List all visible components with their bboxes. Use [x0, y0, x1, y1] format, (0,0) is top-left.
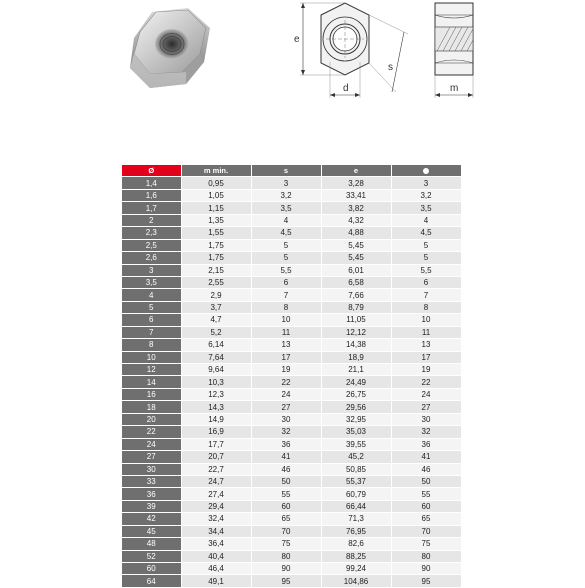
table-row — [122, 351, 461, 363]
table-cell: 7,64 — [181, 351, 251, 363]
row-diameter-cell: 64 — [122, 575, 181, 587]
row-diameter-cell: 2,5 — [122, 239, 181, 251]
table-row — [122, 550, 461, 562]
table-cell: 8 — [251, 301, 321, 313]
table-cell: 17 — [391, 351, 461, 363]
table-cell: 29,4 — [181, 500, 251, 512]
row-diameter-cell: 8 — [122, 339, 181, 351]
table-cell: 3,5 — [251, 202, 321, 214]
table-row — [122, 538, 461, 550]
table-cell: 26,75 — [321, 388, 391, 400]
table-cell: 41 — [251, 451, 321, 463]
table-cell: 12,3 — [181, 388, 251, 400]
table-cell: 80 — [391, 550, 461, 562]
table-row — [122, 563, 461, 575]
table-cell: 33,41 — [321, 189, 391, 201]
table-cell: 17,7 — [181, 438, 251, 450]
table-cell: 46,4 — [181, 563, 251, 575]
table-row — [122, 488, 461, 500]
table-cell: 88,25 — [321, 550, 391, 562]
table-cell: 24 — [391, 388, 461, 400]
table-cell: 18,9 — [321, 351, 391, 363]
row-diameter-cell: 12 — [122, 364, 181, 376]
table-row — [122, 413, 461, 425]
table-cell: 6,01 — [321, 264, 391, 276]
table-row — [122, 189, 461, 201]
table-cell: 40,4 — [181, 550, 251, 562]
table-cell: 104,86 — [321, 575, 391, 587]
table-cell: 14,38 — [321, 339, 391, 351]
table-cell: 11 — [391, 326, 461, 338]
table-cell: 6,14 — [181, 339, 251, 351]
table-cell: 4,7 — [181, 314, 251, 326]
row-diameter-cell: 5 — [122, 301, 181, 313]
table-cell: 3 — [251, 177, 321, 189]
table-cell: 7 — [391, 289, 461, 301]
table-cell: 11,05 — [321, 314, 391, 326]
hex-nut-technical-drawing — [290, 0, 485, 100]
table-cell: 80 — [251, 550, 321, 562]
table-row — [122, 376, 461, 388]
table-cell: 10 — [391, 314, 461, 326]
table-row — [122, 426, 461, 438]
table-row — [122, 177, 461, 189]
table-row — [122, 438, 461, 450]
table-cell: 75 — [251, 538, 321, 550]
table-cell: 5,5 — [391, 264, 461, 276]
table-row — [122, 227, 461, 239]
row-diameter-cell: 14 — [122, 376, 181, 388]
label-d: d — [343, 83, 349, 94]
table-cell: 22 — [251, 376, 321, 388]
row-diameter-cell: 1,7 — [122, 202, 181, 214]
table-cell: 24 — [251, 388, 321, 400]
table-cell: 7,66 — [321, 289, 391, 301]
table-row — [122, 513, 461, 525]
table-cell: 55 — [391, 488, 461, 500]
table-row — [122, 239, 461, 251]
table-cell: 65 — [391, 513, 461, 525]
label-e: e — [294, 34, 300, 45]
table-cell: 9,64 — [181, 364, 251, 376]
table-cell: 65 — [251, 513, 321, 525]
row-diameter-cell: 7 — [122, 326, 181, 338]
table-cell: 6 — [251, 276, 321, 288]
table-cell: 3,82 — [321, 202, 391, 214]
table-cell: 55,37 — [321, 475, 391, 487]
table-cell: 24,49 — [321, 376, 391, 388]
row-diameter-cell: 20 — [122, 413, 181, 425]
table-cell: 14,9 — [181, 413, 251, 425]
row-diameter-cell: 30 — [122, 463, 181, 475]
table-row — [122, 276, 461, 288]
table-cell: 60,79 — [321, 488, 391, 500]
table-cell: 3,28 — [321, 177, 391, 189]
table-cell: 82,6 — [321, 538, 391, 550]
row-diameter-cell: 1,4 — [122, 177, 181, 189]
table-cell: 30 — [391, 413, 461, 425]
table-cell: 20,7 — [181, 451, 251, 463]
table-row — [122, 500, 461, 512]
table-cell: 90 — [391, 563, 461, 575]
table-cell: 70 — [251, 525, 321, 537]
table-row — [122, 214, 461, 226]
table-row — [122, 202, 461, 214]
table-cell: 8 — [391, 301, 461, 313]
table-cell: 5,2 — [181, 326, 251, 338]
row-diameter-cell: 36 — [122, 488, 181, 500]
table-cell: 2,15 — [181, 264, 251, 276]
table-cell: 4,32 — [321, 214, 391, 226]
table-cell: 3,5 — [391, 202, 461, 214]
row-diameter-cell: 6 — [122, 314, 181, 326]
row-diameter-cell: 2,6 — [122, 252, 181, 264]
table-row — [122, 339, 461, 351]
header-diameter: Ø — [122, 165, 181, 177]
table-cell: 70 — [391, 525, 461, 537]
table-cell: 95 — [391, 575, 461, 587]
table-row — [122, 401, 461, 413]
table-cell: 7 — [251, 289, 321, 301]
table-row — [122, 326, 461, 338]
table-cell: 27 — [251, 401, 321, 413]
table-row — [122, 364, 461, 376]
table-cell: 55 — [251, 488, 321, 500]
table-cell: 3,2 — [251, 189, 321, 201]
header-s: s — [251, 165, 321, 177]
table-cell: 95 — [251, 575, 321, 587]
table-cell: 1,75 — [181, 252, 251, 264]
dimension-table — [122, 165, 462, 588]
table-row — [122, 301, 461, 313]
table-cell: 14,3 — [181, 401, 251, 413]
table-cell: 50 — [391, 475, 461, 487]
table-cell: 16,9 — [181, 426, 251, 438]
table-cell: 10 — [251, 314, 321, 326]
table-cell: 3,2 — [391, 189, 461, 201]
row-diameter-cell: 24 — [122, 438, 181, 450]
row-diameter-cell: 42 — [122, 513, 181, 525]
table-cell: 4 — [251, 214, 321, 226]
table-cell: 1,05 — [181, 189, 251, 201]
table-cell: 32 — [251, 426, 321, 438]
table-cell: 1,35 — [181, 214, 251, 226]
table-cell: 5 — [251, 252, 321, 264]
table-cell: 19 — [251, 364, 321, 376]
table-cell: 5,5 — [251, 264, 321, 276]
table-row — [122, 252, 461, 264]
table-cell: 36 — [391, 438, 461, 450]
header-e: e — [321, 165, 391, 177]
row-diameter-cell: 60 — [122, 563, 181, 575]
table-cell: 12,12 — [321, 326, 391, 338]
table-cell: 50,85 — [321, 463, 391, 475]
row-diameter-cell: 3 — [122, 264, 181, 276]
table-cell: 13 — [391, 339, 461, 351]
row-diameter-cell: 4 — [122, 289, 181, 301]
table-cell: 45,2 — [321, 451, 391, 463]
table-cell: 13 — [251, 339, 321, 351]
table-cell: 46 — [391, 463, 461, 475]
table-row — [122, 463, 461, 475]
table-cell: 36 — [251, 438, 321, 450]
table-body — [122, 177, 461, 587]
row-diameter-cell: 10 — [122, 351, 181, 363]
row-diameter-cell: 27 — [122, 451, 181, 463]
table-cell: 2,55 — [181, 276, 251, 288]
table-cell: 4,88 — [321, 227, 391, 239]
table-cell: 32,95 — [321, 413, 391, 425]
table-row — [122, 264, 461, 276]
table-cell: 32 — [391, 426, 461, 438]
table-cell: 22,7 — [181, 463, 251, 475]
table-cell: 60 — [251, 500, 321, 512]
table-cell: 21,1 — [321, 364, 391, 376]
table-cell: 10,3 — [181, 376, 251, 388]
table-cell: 3,7 — [181, 301, 251, 313]
table-cell: 39,55 — [321, 438, 391, 450]
table-cell: 5,45 — [321, 239, 391, 251]
table-row — [122, 575, 461, 587]
table-cell: 1,55 — [181, 227, 251, 239]
label-m: m — [450, 83, 459, 94]
row-diameter-cell: 2,3 — [122, 227, 181, 239]
table-cell: 27,4 — [181, 488, 251, 500]
table-cell: 32,4 — [181, 513, 251, 525]
table-cell: 22 — [391, 376, 461, 388]
table-cell: 49,1 — [181, 575, 251, 587]
table-row — [122, 525, 461, 537]
header-dot — [391, 165, 461, 177]
table-cell: 1,75 — [181, 239, 251, 251]
table-cell: 29,56 — [321, 401, 391, 413]
table-cell: 4,5 — [251, 227, 321, 239]
table-cell: 5,45 — [321, 252, 391, 264]
table-cell: 5 — [391, 252, 461, 264]
table-cell: 0,95 — [181, 177, 251, 189]
table-cell: 5 — [251, 239, 321, 251]
table-cell: 76,95 — [321, 525, 391, 537]
table-cell: 71,3 — [321, 513, 391, 525]
table-cell: 50 — [251, 475, 321, 487]
table-cell: 24,7 — [181, 475, 251, 487]
table-cell: 41 — [391, 451, 461, 463]
hex-nut-photo — [126, 2, 216, 92]
table-cell: 4 — [391, 214, 461, 226]
table-row — [122, 289, 461, 301]
row-diameter-cell: 2 — [122, 214, 181, 226]
table-cell: 8,79 — [321, 301, 391, 313]
table-cell: 66,44 — [321, 500, 391, 512]
table-row — [122, 314, 461, 326]
table-cell: 11 — [251, 326, 321, 338]
table-cell: 90 — [251, 563, 321, 575]
header-m-min: m min. — [181, 165, 251, 177]
table-cell: 99,24 — [321, 563, 391, 575]
table-row — [122, 475, 461, 487]
row-diameter-cell: 18 — [122, 401, 181, 413]
table-cell: 75 — [391, 538, 461, 550]
table-cell: 6,58 — [321, 276, 391, 288]
table-row — [122, 388, 461, 400]
table-cell: 1,15 — [181, 202, 251, 214]
table-cell: 35,03 — [321, 426, 391, 438]
table-cell: 27 — [391, 401, 461, 413]
table-cell: 17 — [251, 351, 321, 363]
row-diameter-cell: 52 — [122, 550, 181, 562]
table-cell: 2,9 — [181, 289, 251, 301]
table-cell: 46 — [251, 463, 321, 475]
table-header-row — [122, 165, 461, 177]
label-s: s — [388, 62, 393, 73]
row-diameter-cell: 3,5 — [122, 276, 181, 288]
table-row — [122, 451, 461, 463]
dot-icon — [423, 168, 429, 174]
row-diameter-cell: 48 — [122, 538, 181, 550]
table-cell: 6 — [391, 276, 461, 288]
row-diameter-cell: 22 — [122, 426, 181, 438]
row-diameter-cell: 16 — [122, 388, 181, 400]
table-cell: 3 — [391, 177, 461, 189]
table-cell: 34,4 — [181, 525, 251, 537]
table-cell: 4,5 — [391, 227, 461, 239]
row-diameter-cell: 33 — [122, 475, 181, 487]
row-diameter-cell: 39 — [122, 500, 181, 512]
row-diameter-cell: 1,6 — [122, 189, 181, 201]
table-cell: 19 — [391, 364, 461, 376]
table-cell: 60 — [391, 500, 461, 512]
table-cell: 30 — [251, 413, 321, 425]
table-cell: 36,4 — [181, 538, 251, 550]
row-diameter-cell: 45 — [122, 525, 181, 537]
table-cell: 5 — [391, 239, 461, 251]
